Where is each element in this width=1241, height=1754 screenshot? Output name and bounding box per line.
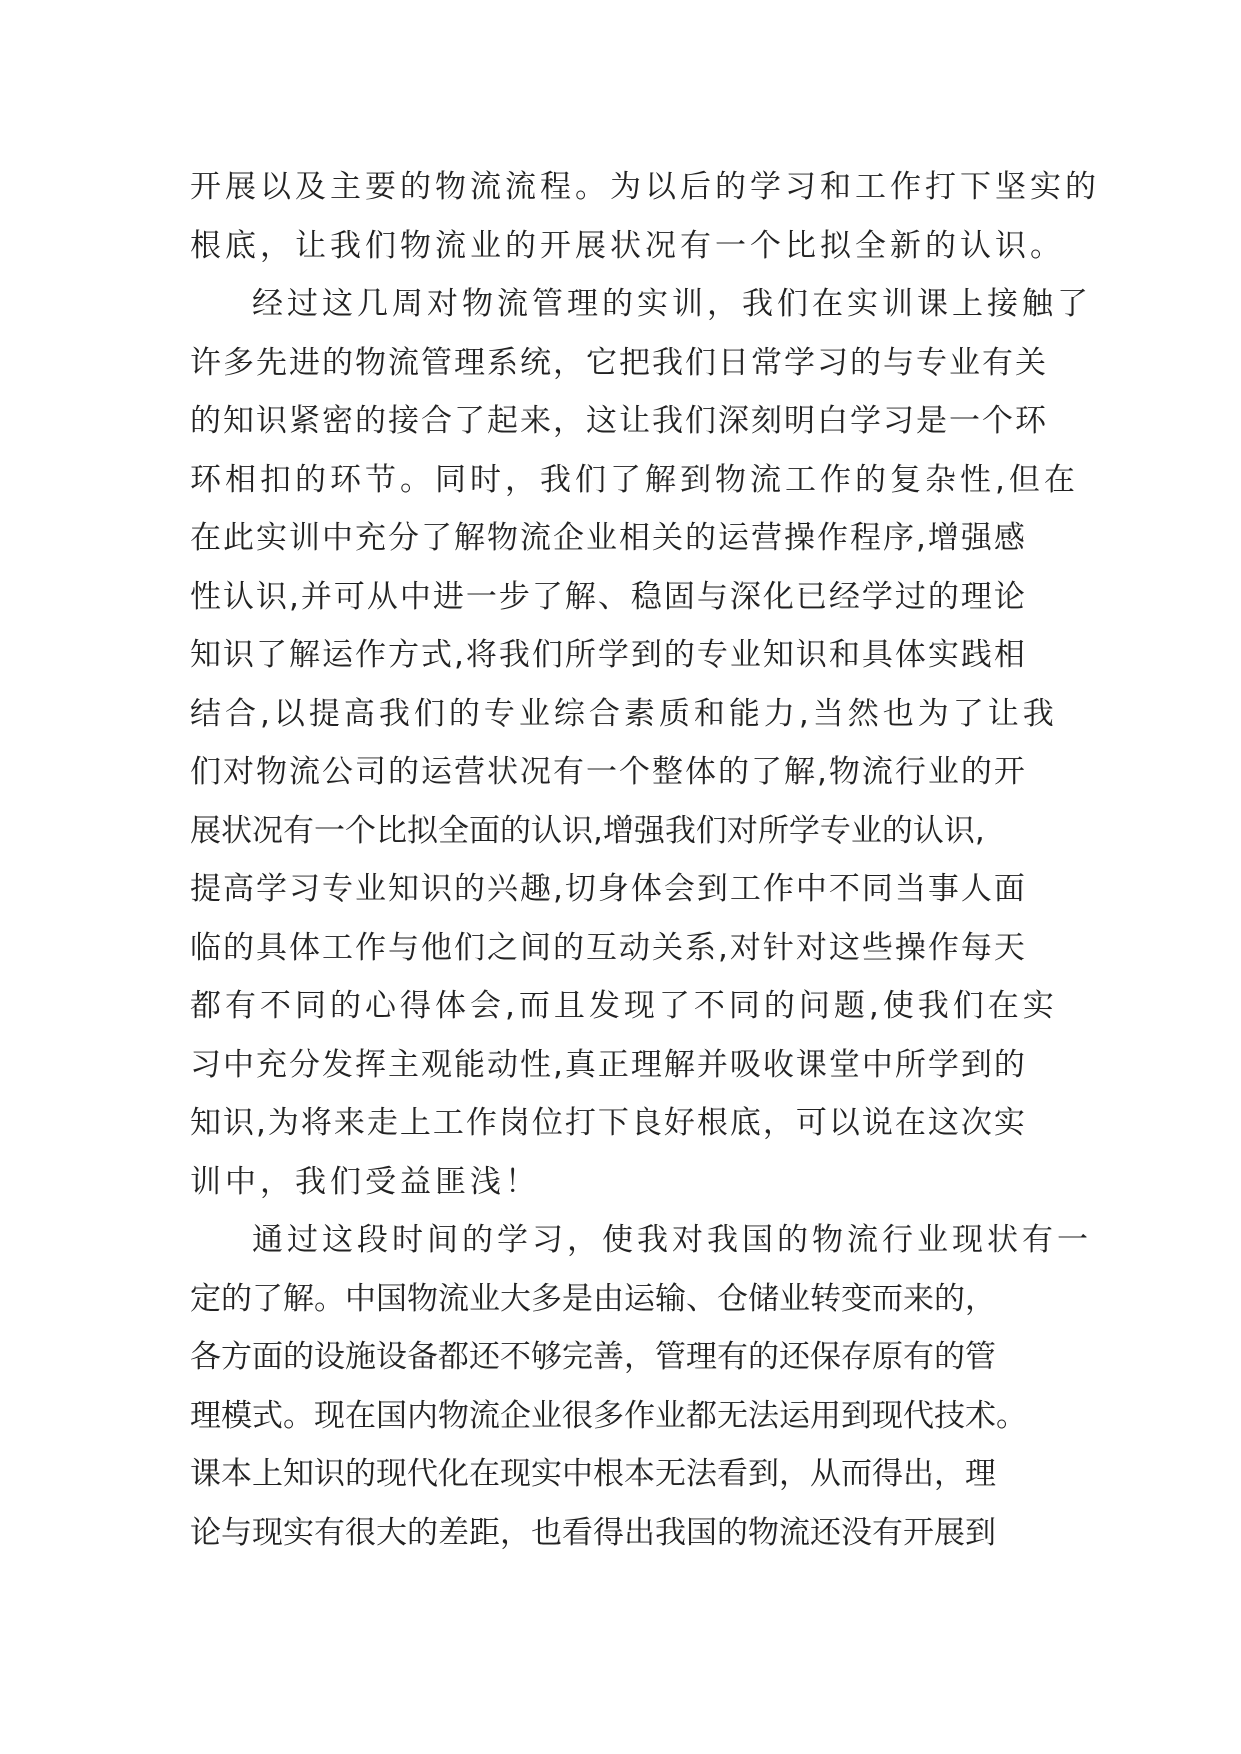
text-line: 定的了解。中国物流业大多是由运输、仓储业转变而来的，: [190, 1280, 996, 1317]
text-line: 结合,以提高我们的专业综合素质和能力,当然也为了让我: [190, 695, 1058, 732]
text-line: 许多先进的物流管理系统，它把我们日常学习的与专业有关: [190, 344, 1048, 381]
text-line: 知识,为将来走上工作岗位打下良好根底，可以说在这次实: [190, 1105, 1027, 1141]
text-line: 在此实训中充分了解物流企业相关的运营操作程序,增强感: [190, 520, 1027, 556]
text-line: 根底，让我们物流业的开展状况有一个比拟全新的认识。: [190, 227, 1065, 264]
text-line: 性认识,并可从中进一步了解、稳固与深化已经学过的理论: [190, 578, 1027, 615]
text-line: 习中充分发挥主观能动性,真正理解并吸收课堂中所学到的: [190, 1046, 1027, 1083]
text-line: 理模式。现在国内物流企业很多作业都无法运用到现代技术。: [190, 1397, 1027, 1434]
text-line: 提高学习专业知识的兴趣,切身体会到工作中不同当事人面: [190, 871, 1027, 907]
text-line: 开展以及主要的物流流程。为以后的学习和工作打下坚实的: [190, 169, 1100, 205]
text-line: 们对物流公司的运营状况有一个整体的了解,物流行业的开: [190, 754, 1027, 790]
text-line: 临的具体工作与他们之间的互动关系,对针对这些操作每天: [190, 929, 1027, 966]
text-line: 各方面的设施设备都还不够完善，管理有的还保存原有的管: [190, 1339, 996, 1375]
body-text: [190, 158, 1100, 1562]
text-line: 论与现实有很大的差距，也看得出我国的物流还没有开展到: [190, 1514, 996, 1551]
text-line: 展状况有一个比拟全面的认识,增强我们对所学专业的认识,: [190, 812, 985, 849]
text-line: 的知识紧密的接合了起来，这让我们深刻明白学习是一个环: [190, 403, 1048, 439]
text-line: 都有不同的心得体会,而且发现了不同的问题,使我们在实: [190, 988, 1058, 1024]
text-line: 通过这段时间的学习，使我对我国的物流行业现状有一: [252, 1222, 1092, 1258]
text-line: 课本上知识的现代化在现实中根本无法看到，从而得出，理: [190, 1456, 996, 1492]
text-line: 训中，我们受益匪浅！: [190, 1163, 540, 1200]
text-line: 知识了解运作方式,将我们所学到的专业知识和具体实践相: [190, 637, 1027, 673]
text-line: 环相扣的环节。同时，我们了解到物流工作的复杂性,但在: [190, 461, 1079, 498]
text-line: 经过这几周对物流管理的实训，我们在实训课上接触了: [252, 286, 1092, 322]
